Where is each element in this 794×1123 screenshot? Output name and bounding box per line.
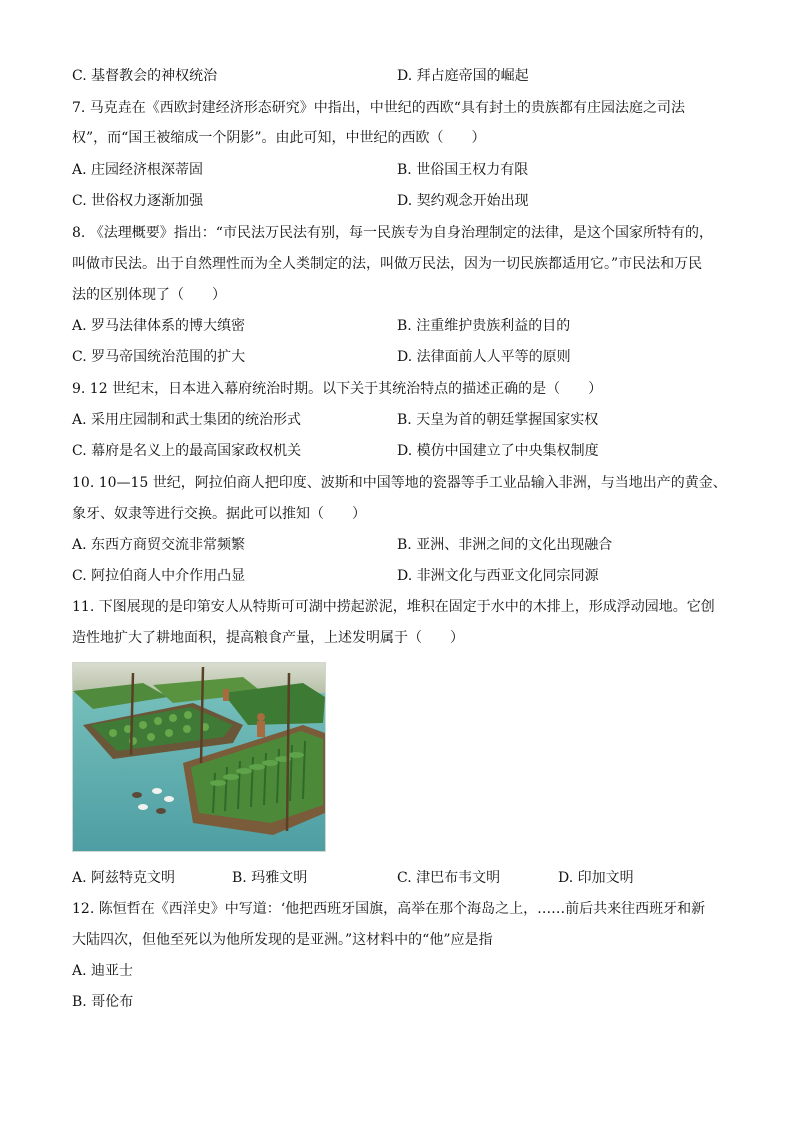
q8-stem-line3: 法的区别体现了（ ）: [72, 287, 226, 303]
q7-option-d[interactable]: D. 契约观念开始出现: [397, 193, 529, 209]
q8-option-d[interactable]: D. 法律面前人人平等的原则: [397, 349, 571, 365]
q10-stem-line1: 10. 10—15 世纪，阿拉伯商人把印度、波斯和中国等地的瓷器等手工业品输入非洲，与当地出产的黄金、: [72, 475, 727, 491]
q7-stem-line2: 权”，而“国王被缩成一个阴影”。由此可知，中世纪的西欧（ ）: [72, 130, 486, 146]
q7-stem-line1: 7. 马克垚在《西欧封建经济形态研究》中指出，中世纪的西欧“具有封土的贵族都有庄园法庭之司法: [72, 100, 685, 116]
q9-option-a[interactable]: A. 采用庄园制和武士集团的统治形式: [72, 412, 302, 428]
q9-option-c[interactable]: C. 幕府是名义上的最高国家政权机关: [72, 443, 302, 459]
q11-stem-line2: 造性地扩大了耕地面积，提高粮食产量，上述发明属于（ ）: [72, 630, 464, 646]
q8-option-c[interactable]: C. 罗马帝国统治范围的扩大: [72, 349, 246, 365]
q10-stem-line2: 象牙、奴隶等进行交换。据此可以推知（ ）: [72, 506, 366, 522]
q9-option-b[interactable]: B. 天皇为首的朝廷掌握国家实权: [397, 412, 599, 428]
q11-option-c[interactable]: C. 津巴布韦文明: [397, 870, 501, 886]
q10-option-a[interactable]: A. 东西方商贸交流非常频繁: [72, 537, 246, 553]
q11-option-a[interactable]: A. 阿兹特克文明: [72, 870, 176, 886]
q12-stem-line1: 12. 陈恒哲在《西洋史》中写道：‘他把西班牙国旗，高举在那个海岛之上，……前后共来往西班牙和新: [72, 901, 706, 917]
q7-option-a[interactable]: A. 庄园经济根深蒂固: [72, 162, 204, 178]
q8-stem-line2: 叫做市民法。出于自然理性而为全人类制定的法，叫做万民法，因为一切民族都适用它。”市民法和万民: [72, 256, 703, 272]
q8-option-a[interactable]: A. 罗马法律体系的博大缜密: [72, 318, 246, 334]
q9-stem-line1: 9. 12 世纪末，日本进入幕府统治时期。以下关于其统治特点的描述正确的是（ ）: [72, 381, 603, 397]
q8-stem-line1: 8. 《法理概要》指出：“市民法万民法有别，每一民族专为自身治理制定的法律，是这个国家所特有的，: [72, 225, 713, 241]
q7-option-b[interactable]: B. 世俗国王权力有限: [397, 162, 529, 178]
q11-stem-line1: 11. 下图展现的是印第安人从特斯可可湖中捞起淤泥，堆积在固定于水中的木排上，形成浮动园地。它创: [72, 599, 715, 615]
q10-option-b[interactable]: B. 亚洲、非洲之间的文化出现融合: [397, 537, 613, 553]
chinampa-floating-garden-image: [72, 662, 326, 852]
q10-option-c[interactable]: C. 阿拉伯商人中介作用凸显: [72, 568, 246, 584]
q11-option-d[interactable]: D. 印加文明: [558, 870, 634, 886]
q12-option-a[interactable]: A. 迪亚士: [72, 963, 134, 979]
q10-option-d[interactable]: D. 非洲文化与西亚文化同宗同源: [397, 568, 599, 584]
q7-option-c[interactable]: C. 世俗权力逐渐加强: [72, 193, 204, 209]
q6-option-d[interactable]: D. 拜占庭帝国的崛起: [397, 68, 529, 84]
q12-option-b[interactable]: B. 哥伦布: [72, 994, 134, 1010]
q12-stem-line2: 大陆四次，但他至死以为他所发现的是亚洲。”这材料中的“他”应是指: [72, 932, 493, 948]
q8-option-b[interactable]: B. 注重维护贵族利益的目的: [397, 318, 571, 334]
q11-option-b[interactable]: B. 玛雅文明: [232, 870, 308, 886]
q9-option-d[interactable]: D. 模仿中国建立了中央集权制度: [397, 443, 599, 459]
q6-option-c[interactable]: C. 基督教会的神权统治: [72, 68, 218, 84]
